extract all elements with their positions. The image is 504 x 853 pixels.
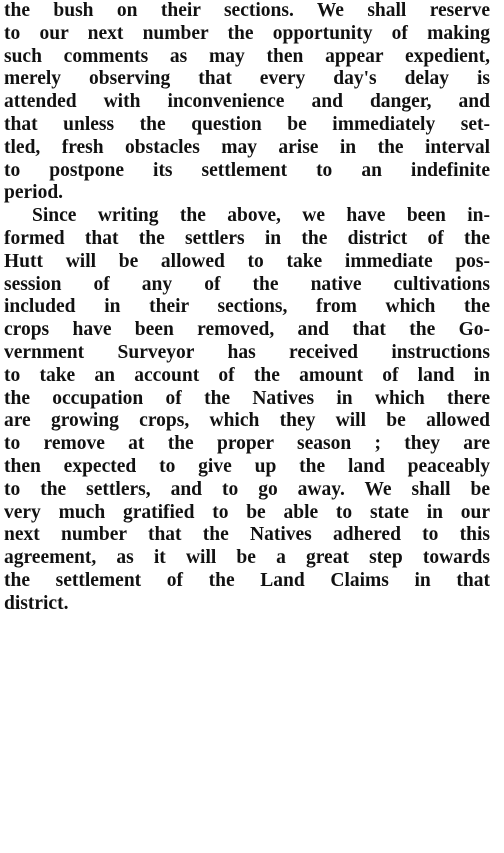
text-line: the settlement of the Land Claims in that xyxy=(4,569,490,591)
text-line: crops have been removed, and that the Go- xyxy=(4,319,490,341)
text-line: very much gratified to be able to state in our xyxy=(4,501,490,523)
text-line: the occupation of the Natives in which there xyxy=(4,387,490,409)
text-line: to the settlers, and to go away. We shall be xyxy=(4,478,490,500)
text-line: included in their sections, from which the xyxy=(4,296,490,318)
text-line: Since writing the above, we have been in- xyxy=(32,205,490,227)
text-line: to remove at the proper season ; they are xyxy=(4,433,490,455)
text-line: next number that the Natives adhered to this xyxy=(4,524,490,546)
text-line: attended with inconvenience and danger, and xyxy=(4,91,490,113)
text-line: such comments as may then appear expedient, xyxy=(4,45,490,67)
text-line: to take an account of the amount of land in xyxy=(4,364,490,386)
text-line: period. xyxy=(4,182,64,204)
paragraph-1 xyxy=(4,0,490,205)
text-line: to postpone its settlement to an indefinite xyxy=(4,159,490,181)
paragraph-2 xyxy=(4,205,490,615)
text-line: the bush on their sections. We shall reserve xyxy=(4,0,490,21)
text-line: then expected to give up the land peaceably xyxy=(4,455,490,477)
text-line: session of any of the native cultivations xyxy=(4,273,490,295)
text-line: that unless the question be immediately set- xyxy=(4,113,490,135)
text-line: to our next number the opportunity of making xyxy=(4,22,490,44)
text-line: agreement, as it will be a great step towards xyxy=(4,547,490,569)
text-line: merely observing that every day's delay is xyxy=(4,68,490,90)
text-line: Hutt will be allowed to take immediate pos- xyxy=(4,250,490,272)
text-line: are growing crops, which they will be allowed xyxy=(4,410,490,432)
text-line: tled, fresh obstacles may arise in the interval xyxy=(4,136,490,158)
newspaper-column xyxy=(4,0,490,853)
text-line: district. xyxy=(4,592,69,614)
text-line: formed that the settlers in the district of the xyxy=(4,227,490,249)
text-line: vernment Surveyor has received instructions xyxy=(4,341,490,363)
